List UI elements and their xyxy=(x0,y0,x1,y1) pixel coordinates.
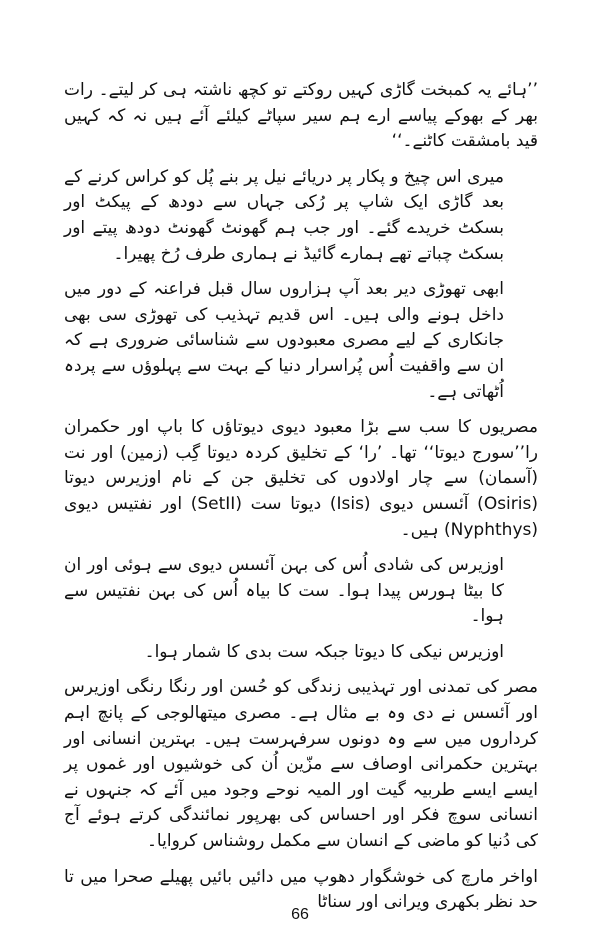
paragraph-5: اوزیرس کی شادی اُس کی بہن آئسس دیوی سے ہوئی اور ان کا بیٹا ہورس پیدا ہوا۔ ست کا بیاہ اُس کی بہن نفتیس سے ہوا۔ xyxy=(64,555,504,627)
paragraph-7: مصر کی تمدنی اور تہذیبی زندگی کو حُسن اور رنگا رنگی اوزیرس اور آئسس نے دی وہ بے مثال ہے۔ مصری میتھالوجی کے پانچ اہم کرداروں میں سے وہ دونوں سرفہرست ہیں۔ بہترین انسانی اور بہترین حکمرانی اوصاف سے مزّین اُن کی خوشیوں اور غموں پر ایسے ایسے طربیہ گیت اور المیہ نوحے وجود میں آئے کہ جنہوں نے انسانی سوچ فکر اور احساس کی بھرپور نمائندگی کرتے ہوئے آج کی دُنیا کو ماضی کے انسان سے مکمل روشناس کروایا۔ xyxy=(64,677,538,852)
paragraph-1: ’’ہائے یہ کمبخت گاڑی کہیں روکتے تو کچھ ناشتہ ہی کر لیتے۔ رات بھر کے بھوکے پیاسے ارے ہم سیر سپاٹے کیلئے آئے ہیں نہ کہ کہیں قید بامشقت کاٹنے۔‘‘ xyxy=(64,80,538,152)
page-number: 66 xyxy=(291,906,309,923)
paragraph-2: میری اس چیخ و پکار پر دریائے نیل پر بنے پُل کو کراس کرنے کے بعد گاڑی ایک شاپ پر رُکی جہاں سے دودھ کے پیکٹ اور بسکٹ خریدے گئے۔ اور جب ہم گھونٹ گھونٹ دودھ پیتے اور بسکٹ چباتے تھے ہمارے گائیڈ نے ہماری طرف رُخ پھیرا۔ xyxy=(64,166,504,264)
paragraph-6: اوزیرس نیکی کا دیوتا جبکہ ست بدی کا شمار ہوا۔ xyxy=(144,641,504,662)
page-body-text xyxy=(64,78,538,926)
paragraph-3: ابھی تھوڑی دیر بعد آپ ہزاروں سال قبل فراعنہ کے دور میں داخل ہونے والی ہیں۔ اس قدیم تہذیب کی تھوڑی سی بھی جانکاری کے لیے مصری معبودوں سے شناسائی ضروری ہے کہ ان سے واقفیت اُس پُراسرار دنیا کے بہت سے پہلوؤں سے پردہ اُٹھاتی ہے۔ xyxy=(64,279,504,402)
paragraph-4: مصریوں کا سب سے بڑا معبود دیوی دیوتاؤں کا باپ اور حکمران را’’سورج دیوتا‘‘ تھا۔ ’را‘ کے تخلیق کردہ دیوتا گِب (زمین) اور نت (آسمان) سے چار اولادوں کی تخلیق جن کے نام اوزیرس دیوتا (Osiris) آئسس دیوی (Isis) دیوتا ست (SetII) اور نفتیس دیوی (Nyphthys) ہیں۔ xyxy=(64,417,538,540)
paragraph-8: اواخر مارچ کی خوشگوار دھوپ میں دائیں بائیں پھیلے صحرا میں تا حد نظر بکھری ویرانی اور سناٹا xyxy=(64,866,538,913)
